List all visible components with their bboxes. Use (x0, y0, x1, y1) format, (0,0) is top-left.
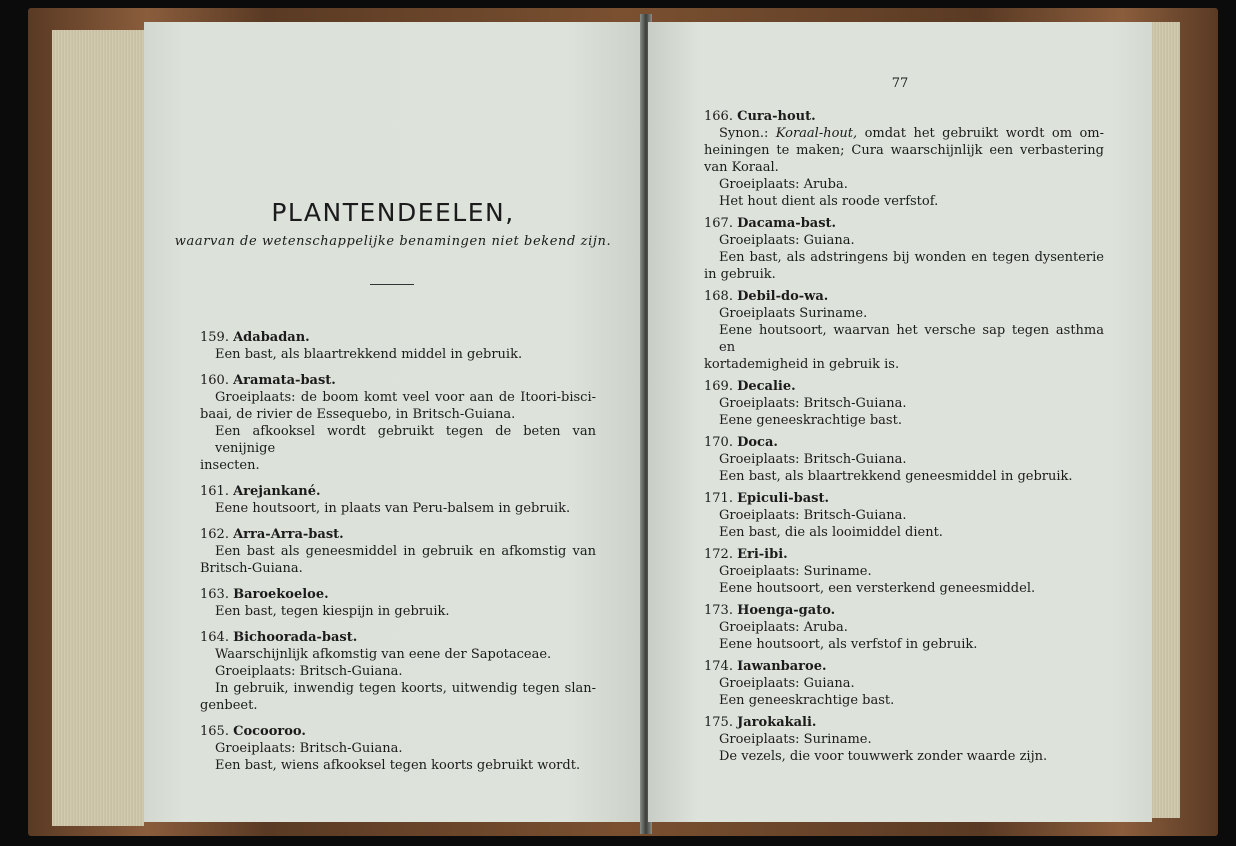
entry-term: Iawanbaroe. (737, 659, 827, 674)
entry-line: Groeiplaats: de boom komt veel voor aan de Itoori-bisci- (215, 390, 596, 405)
left-entry-list (200, 329, 596, 783)
entry-line: Britsch-Guiana. (200, 561, 303, 576)
right-page (648, 22, 1152, 822)
entry-line: In gebruik, inwendig tegen koorts, uitwendig tegen slan- (215, 681, 596, 696)
entry-synonym-line (704, 125, 1104, 142)
entry-174 (704, 658, 1104, 709)
entry-line: De vezels, die voor touwwerk zonder waarde zijn. (719, 749, 1048, 764)
entry-number: 161. (200, 484, 229, 499)
entry-line: Eene houtsoort, een versterkend geneesmiddel. (719, 581, 1036, 596)
entry-line: Groeiplaats: Britsch-Guiana. (215, 664, 403, 679)
entry-line: Een bast als geneesmiddel in gebruik en afkomstig van (215, 544, 596, 559)
entry-head (704, 288, 1104, 305)
entry-head (704, 658, 1104, 675)
entry-162 (200, 526, 596, 577)
entry-number: 174. (704, 659, 733, 674)
entry-line: van Koraal. (704, 160, 779, 175)
entry-term: Doca. (737, 435, 778, 450)
entry-line: Een bast, als adstringens bij wonden en tegen dysenterie (719, 250, 1104, 265)
entry-line: Eene houtsoort, waarvan het versche sap tegen asthma en (719, 323, 1104, 355)
entry-173 (704, 602, 1104, 653)
entry-168 (704, 288, 1104, 373)
entry-head (200, 586, 596, 603)
entry-line: Groeiplaats: Suriname. (719, 564, 872, 579)
entry-head (200, 629, 596, 646)
left-page-edges (52, 30, 144, 826)
entry-line: Groeiplaats: Aruba. (719, 177, 848, 192)
entry-171 (704, 490, 1104, 541)
entry-head (704, 602, 1104, 619)
entry-number: 173. (704, 603, 733, 618)
entry-number: 164. (200, 630, 229, 645)
entry-line: insecten. (200, 458, 260, 473)
entry-line: Eene geneeskrachtige bast. (719, 413, 902, 428)
entry-165 (200, 723, 596, 774)
entry-term: Epiculi-bast. (737, 491, 830, 506)
entry-number: 171. (704, 491, 733, 506)
entry-term: Cura-hout. (737, 109, 816, 124)
entry-term: Bichoorada-bast. (233, 630, 358, 645)
entry-term: Aramata-bast. (233, 373, 336, 388)
entry-head (704, 215, 1104, 232)
entry-term: Baroekoeloe. (233, 587, 329, 602)
entry-term: Debil-do-wa. (737, 289, 829, 304)
entry-line: Groeiplaats: Guiana. (719, 676, 855, 691)
entry-169 (704, 378, 1104, 429)
entry-term: Adabadan. (233, 330, 310, 345)
entry-number: 175. (704, 715, 733, 730)
entry-line: Groeiplaats Suriname. (719, 306, 868, 321)
entry-head (200, 526, 596, 543)
entry-head (704, 108, 1104, 125)
entry-head (704, 490, 1104, 507)
left-page (144, 22, 642, 822)
entry-line: heiningen te maken; Cura waarschijnlijk een verbastering (704, 143, 1104, 158)
synonym-rest: omdat het gebruikt wordt om om- (864, 126, 1104, 141)
entry-160 (200, 372, 596, 474)
section-heading: PLANTENDEELEN, (271, 198, 515, 227)
right-page-edges (1150, 22, 1180, 818)
entry-163 (200, 586, 596, 620)
entry-line: Een bast, als blaartrekkend geneesmiddel in gebruik. (719, 469, 1073, 484)
entry-line: Een bast, tegen kiespijn in gebruik. (215, 604, 450, 619)
synonym-prefix: Synon.: (719, 126, 769, 141)
entry-172 (704, 546, 1104, 597)
entry-line: Eene houtsoort, in plaats van Peru-balsem in gebruik. (215, 501, 571, 516)
entry-term: Arra-Arra-bast. (233, 527, 344, 542)
entry-line: Een geneeskrachtige bast. (719, 693, 895, 708)
entry-line: Een bast, wiens afkooksel tegen koorts gebruikt wordt. (215, 758, 581, 773)
entry-line: Een bast, als blaartrekkend middel in gebruik. (215, 347, 523, 362)
entry-166 (704, 108, 1104, 210)
entry-number: 169. (704, 379, 733, 394)
entry-161 (200, 483, 596, 517)
entry-line: genbeet. (200, 698, 258, 713)
section-subheading: waarvan de wetenschappelijke benamingen niet bekend zijn. (174, 234, 612, 249)
entry-number: 172. (704, 547, 733, 562)
entry-line: baai, de rivier de Essequebo, in Britsch-Guiana. (200, 407, 516, 422)
entry-number: 165. (200, 724, 229, 739)
entry-head (200, 723, 596, 740)
heading-divider (370, 284, 414, 285)
entry-line: Eene houtsoort, als verfstof in gebruik. (719, 637, 978, 652)
entry-167 (704, 215, 1104, 283)
entry-line: Een afkooksel wordt gebruikt tegen de beten van venijnige (215, 424, 596, 456)
synonym-term: Koraal-hout, (775, 126, 858, 141)
entry-line: Groeiplaats: Guiana. (719, 233, 855, 248)
entry-line: Groeiplaats: Britsch-Guiana. (719, 508, 907, 523)
entry-head (704, 378, 1104, 395)
entry-head (200, 483, 596, 500)
entry-number: 167. (704, 216, 733, 231)
entry-head (200, 329, 596, 346)
entry-line: Groeiplaats: Suriname. (719, 732, 872, 747)
entry-159 (200, 329, 596, 363)
entry-line: kortademigheid in gebruik is. (704, 357, 900, 372)
entry-line: Een bast, die als looimiddel dient. (719, 525, 943, 540)
entry-line: Het hout dient als roode verfstof. (719, 194, 939, 209)
entry-head (704, 546, 1104, 563)
entry-head (704, 434, 1104, 451)
entry-line: Groeiplaats: Britsch-Guiana. (215, 741, 403, 756)
entry-term: Hoenga-gato. (737, 603, 836, 618)
entry-term: Eri-ibi. (737, 547, 788, 562)
entry-head (704, 714, 1104, 731)
entry-line: Waarschijnlijk afkomstig van eene der Sapotaceae. (215, 647, 552, 662)
entry-line: Groeiplaats: Britsch-Guiana. (719, 396, 907, 411)
entry-term: Cocooroo. (233, 724, 306, 739)
page-number: 77 (891, 76, 909, 91)
entry-line: Groeiplaats: Britsch-Guiana. (719, 452, 907, 467)
entry-term: Decalie. (737, 379, 796, 394)
entry-number: 160. (200, 373, 229, 388)
entry-line: Groeiplaats: Aruba. (719, 620, 848, 635)
entry-number: 162. (200, 527, 229, 542)
entry-line: in gebruik. (704, 267, 776, 282)
entry-head (200, 372, 596, 389)
entry-term: Arejankané. (233, 484, 321, 499)
entry-164 (200, 629, 596, 714)
right-entry-list (704, 108, 1104, 770)
entry-number: 170. (704, 435, 733, 450)
entry-number: 159. (200, 330, 229, 345)
entry-number: 163. (200, 587, 229, 602)
entry-number: 168. (704, 289, 733, 304)
entry-175 (704, 714, 1104, 765)
entry-term: Jarokakali. (737, 715, 817, 730)
entry-number: 166. (704, 109, 733, 124)
entry-term: Dacama-bast. (737, 216, 837, 231)
entry-170 (704, 434, 1104, 485)
